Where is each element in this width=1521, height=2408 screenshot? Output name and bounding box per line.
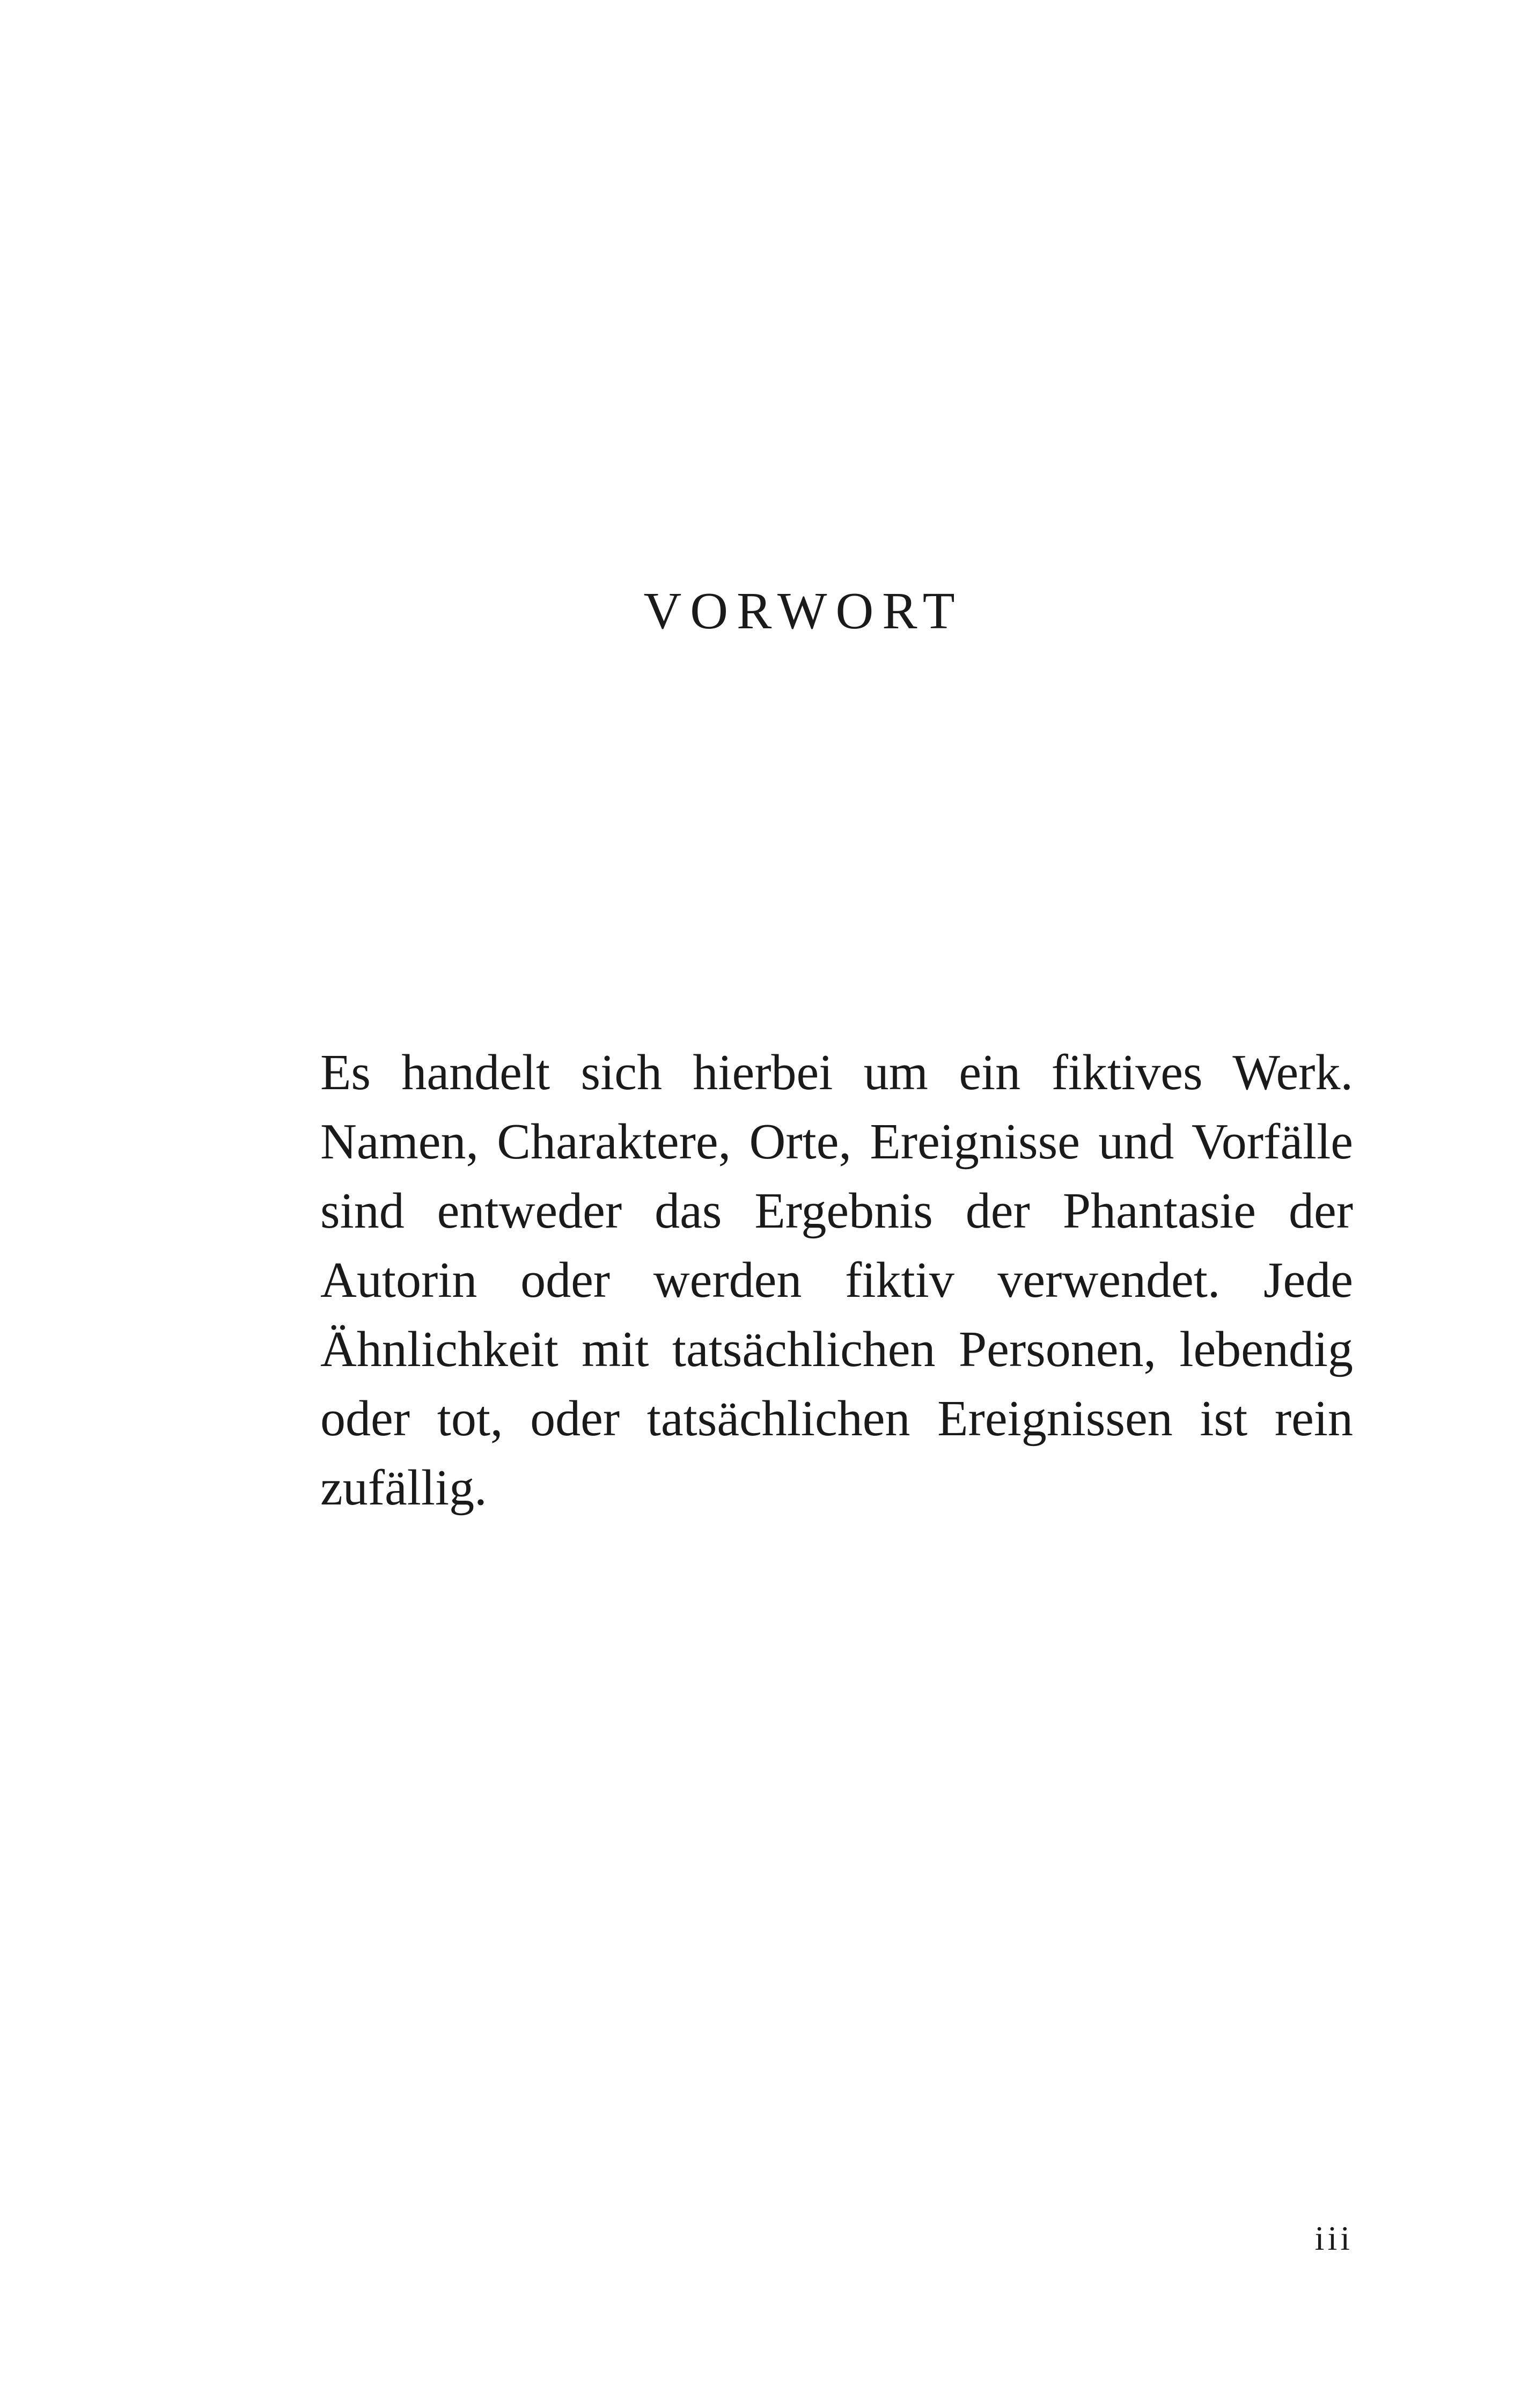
paragraph-line: Es handelt sich hierbei um ein fiktives Werk. bbox=[320, 1045, 1353, 1100]
paragraph-line: zufällig. bbox=[320, 1460, 487, 1516]
preface-paragraph bbox=[320, 1038, 1353, 1523]
paragraph-line: oder tot, oder tatsächlichen Ereignissen ist rein bbox=[320, 1391, 1353, 1447]
paragraph-line: Ähnlichkeit mit tatsächlichen Personen, lebendig bbox=[320, 1322, 1353, 1377]
paragraph-line: Namen, Charaktere, Orte, Ereignisse und Vorfälle bbox=[320, 1114, 1353, 1170]
paragraph-line: sind entweder das Ergebnis der Phantasie der bbox=[320, 1183, 1353, 1239]
paragraph-line: Autorin oder werden fiktiv verwendet. Jede bbox=[320, 1252, 1353, 1308]
page-number: iii bbox=[1314, 2219, 1353, 2257]
page-title: VORWORT bbox=[643, 582, 964, 640]
